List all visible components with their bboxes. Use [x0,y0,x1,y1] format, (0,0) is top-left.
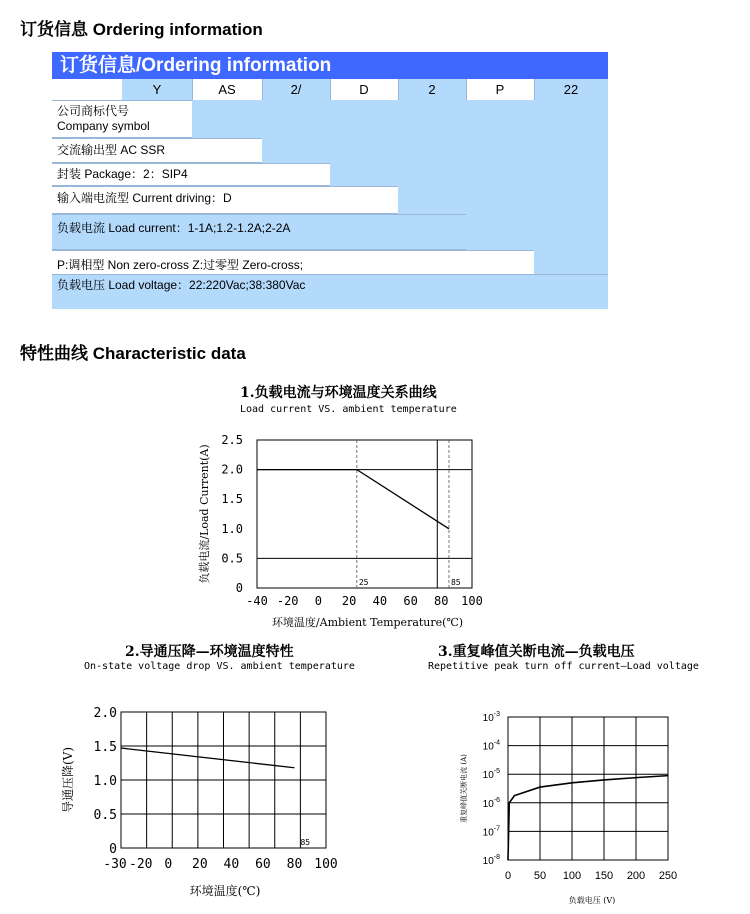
chart1-x-tick-7: 100 [461,594,483,608]
chart3-y-tick-1: $10^{-4}$ [482,739,500,753]
row-ac-ssr: 交流输出型 AC SSR [52,138,262,163]
chart3-x-tick-0: 0 [504,870,512,882]
code-cell-current: 2 [428,82,436,97]
chart1-y-tick-5: 2.5 [221,433,243,447]
chart1-y-tick-4: 2.0 [221,462,243,477]
row-current-driving: 输入端电流型 Current driving：D [52,186,398,214]
chart2-x-tick-6: 80 [286,857,303,872]
row-company-symbol-en: Company symbol [57,119,150,133]
chart1-x-tick-5: 60 [403,594,418,608]
chart2-x-tick-0: -30 [103,857,127,872]
chart1-x-tick-3: 20 [341,594,357,608]
chart2-x-tick-4: 40 [223,857,240,872]
chart3-subtitle: Repetitive peak turn off current—Load voltage [428,661,699,672]
chart1-y-tick-0: 0 [235,581,243,595]
chart3-title: 3.重复峰值关断电流—负载电压 [438,644,635,660]
chart1-y-tick-1: 0.5 [221,551,243,566]
chart2-title: 2.导通压降—环境温度特性 [125,644,294,660]
code-cell-package: 2/ [290,82,302,97]
characteristic-section-title: 特性曲线 Characteristic data [20,344,246,363]
code-cell-p: P [466,79,534,100]
chart2-x-tick-7: 100 [314,857,338,872]
chart3-y-label: 重复峰值关断电流 (A) [460,754,468,823]
chart1-x-tick-6: 80 [434,594,449,608]
chart2-y-label: 导通压降(V) [61,746,75,814]
chart1-title: 1.负载电流与环境温度关系曲线 [240,385,437,401]
chart3-y-tick-0: $10^{-3}$ [482,711,500,724]
chart2-x-tick-2: 0 [164,857,173,872]
chart1-x-tick-4: 40 [372,594,388,608]
chart3-frame [508,717,668,860]
chart3-series-line [508,776,668,860]
row-zero-cross: P:调相型 Non zero-cross Z:过零型 Zero-cross; [52,250,534,274]
chart1-y-tick-3: 1.5 [221,492,243,507]
chart1-subtitle: Load current VS. ambient temperature [240,404,457,415]
code-cell-voltage: 22 [563,82,579,97]
chart2-x-label: 环境温度(℃) [189,884,261,898]
chart3-y-tick-2: $10^{-5}$ [482,768,500,782]
row-load-voltage: 负载电压 Load voltage：22:220Vac;38:380Vac [52,274,608,298]
chart2-y-tick-3: 1.5 [93,740,117,755]
chart2-y-tick-4: 2.0 [93,706,117,721]
row-company-symbol-zh: 公司商标代号 [57,104,130,118]
row-load-current: 负载电流 Load current：1-1A;1.2-1.2A;2-2A [52,214,466,250]
chart3-x-label: 负载电压 (V) [568,896,616,905]
ordering-table-header: 订货信息/Ordering information [52,52,608,79]
code-cell-as: AS [192,79,262,100]
chart1-x-tick-0: -40 [246,594,268,608]
code-cell-d: D [330,79,398,100]
chart1-y-label: 负载电流/Load Current(A) [198,444,211,584]
chart3-y-tick-3: $10^{-6}$ [482,796,500,810]
chart3-x-tick-3: 150 [594,870,614,882]
chart2-x-tick-5: 60 [255,857,271,872]
chart2-y-tick-0: 0 [109,842,117,857]
chart3-x-tick-2: 100 [562,870,582,882]
chart3-x-tick-1: 50 [533,870,547,882]
chart1-x-label: 环境温度/Ambient Temperature(℃) [271,616,464,629]
chart2-y-tick-1: 0.5 [93,808,117,823]
code-cell-y: Y [152,82,162,97]
chart2-x-tick-1: -20 [129,857,153,872]
chart3-y-tick-4: $10^{-7}$ [482,825,500,839]
chart1-marker-label-0: 25 [358,578,369,587]
row-package: 封装 Package：2：SIP4 [52,163,330,186]
ordering-section-title: 订货信息 Ordering information [20,20,263,39]
chart1-x-tick-1: -20 [276,594,299,608]
chart3-x-tick-4: 200 [626,870,646,882]
chart2-subtitle: On-state voltage drop VS. ambient temperature [84,661,355,672]
chart2-x-tick-3: 20 [192,857,208,872]
chart1-x-tick-2: 0 [314,594,323,608]
chart2-marker-label-0: 85 [300,838,311,847]
chart2-y-tick-2: 1.0 [93,774,117,789]
chart1-y-tick-2: 1.0 [221,521,243,536]
chart3-x-tick-5: 250 [658,870,678,882]
chart1-marker-label-1: 85 [450,578,461,587]
chart3-y-tick-5: $10^{-8}$ [482,854,500,867]
